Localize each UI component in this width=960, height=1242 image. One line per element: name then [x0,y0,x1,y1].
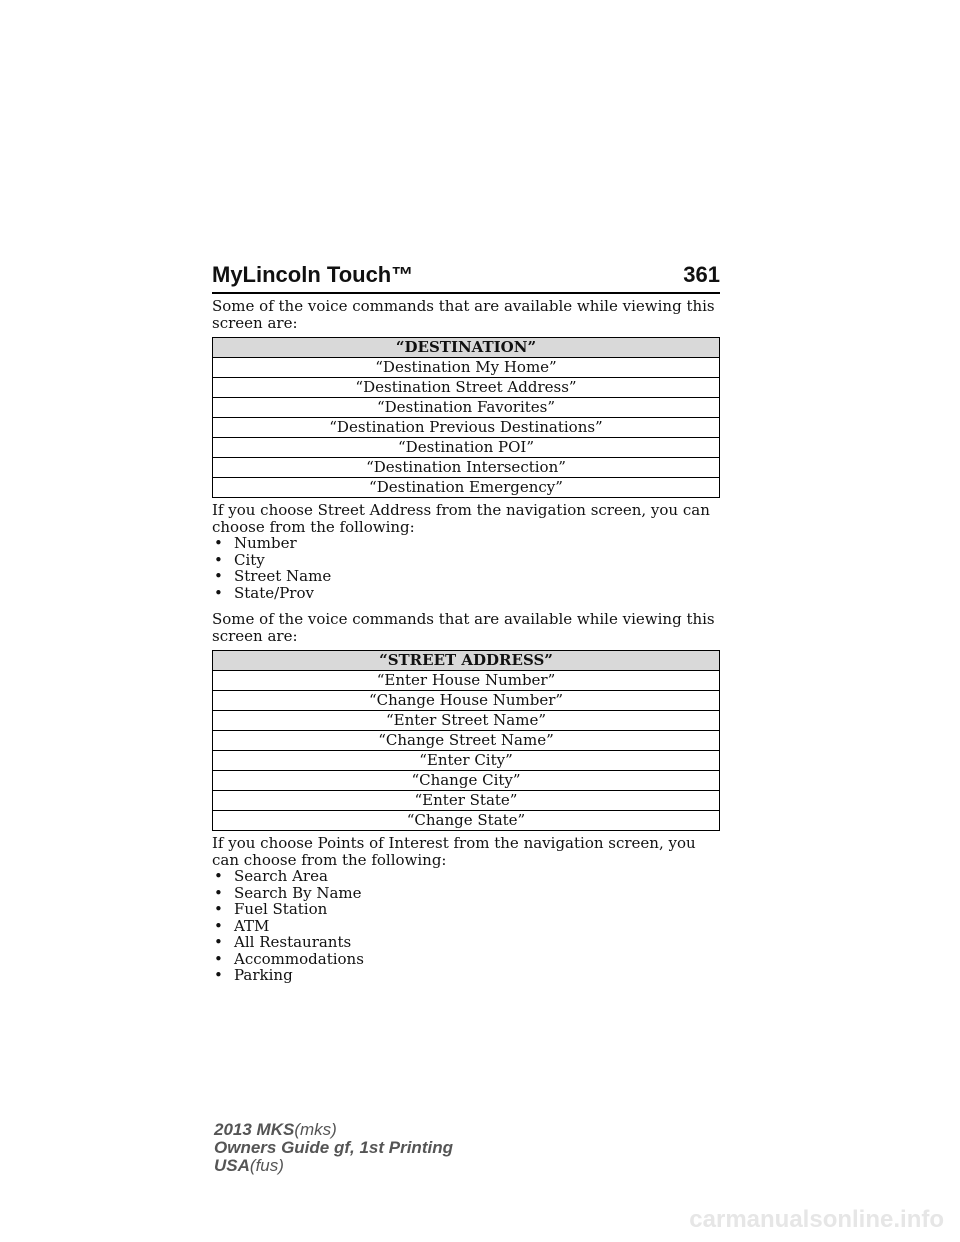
table-row: “Change City” [213,771,720,791]
poi-paragraph: If you choose Points of Interest from the navigation screen, you can choose from the following: [212,834,696,869]
table-row: “Destination Intersection” [213,458,720,478]
list-item: • City [212,552,720,569]
poi-options-list [212,868,720,984]
table-row: “Change Street Name” [213,731,720,751]
footer-line-1 [214,1121,453,1139]
table-heading: “STREET ADDRESS” [213,651,720,671]
page-number: 361 [683,262,720,287]
table-row: “Destination My Home” [213,358,720,378]
list-item: • Accommodations [212,951,720,968]
table-row: “Enter State” [213,791,720,811]
list-item: • All Restaurants [212,934,720,951]
list-item: • Number [212,535,720,552]
list-item: • Fuel Station [212,901,720,918]
table-row: “Destination Street Address” [213,378,720,398]
list-item: • Search By Name [212,885,720,902]
footer-model-code: (mks) [294,1120,337,1139]
footer-model: 2013 MKS [214,1120,295,1139]
intro-paragraph-2: Some of the voice commands that are available while viewing this screen are: [212,610,715,645]
page-content [212,298,720,984]
intro-paragraph: Some of the voice commands that are available while viewing this screen are: [212,297,715,332]
footer-region-code: (fus) [249,1156,284,1175]
list-item: • ATM [212,918,720,935]
table-row: “Enter City” [213,751,720,771]
footer-line-3 [214,1157,453,1175]
list-item: • State/Prov [212,585,720,602]
table-row: “Change House Number” [213,691,720,711]
table-row: “Enter Street Name” [213,711,720,731]
table-row: “Change State” [213,811,720,831]
street-address-commands-table [212,650,720,831]
footer-line-2: Owners Guide gf, 1st Printing [214,1138,453,1157]
list-item: • Search Area [212,868,720,885]
table-heading: “DESTINATION” [213,338,720,358]
page-header [212,256,720,294]
street-address-options-list [212,535,720,601]
watermark: carmanualsonline.info [689,1206,944,1233]
table-row: “Destination Emergency” [213,478,720,498]
footer-region: USA [214,1156,250,1175]
street-address-paragraph: If you choose Street Address from the navigation screen, you can choose from the following: [212,501,710,536]
table-row: “Destination Previous Destinations” [213,418,720,438]
list-item: • Parking [212,967,720,984]
table-row: “Destination POI” [213,438,720,458]
table-row: “Enter House Number” [213,671,720,691]
print-footer [214,1121,453,1175]
list-item: • Street Name [212,568,720,585]
destination-commands-table [212,337,720,498]
table-row: “Destination Favorites” [213,398,720,418]
section-title: MyLincoln Touch™ [212,262,414,287]
